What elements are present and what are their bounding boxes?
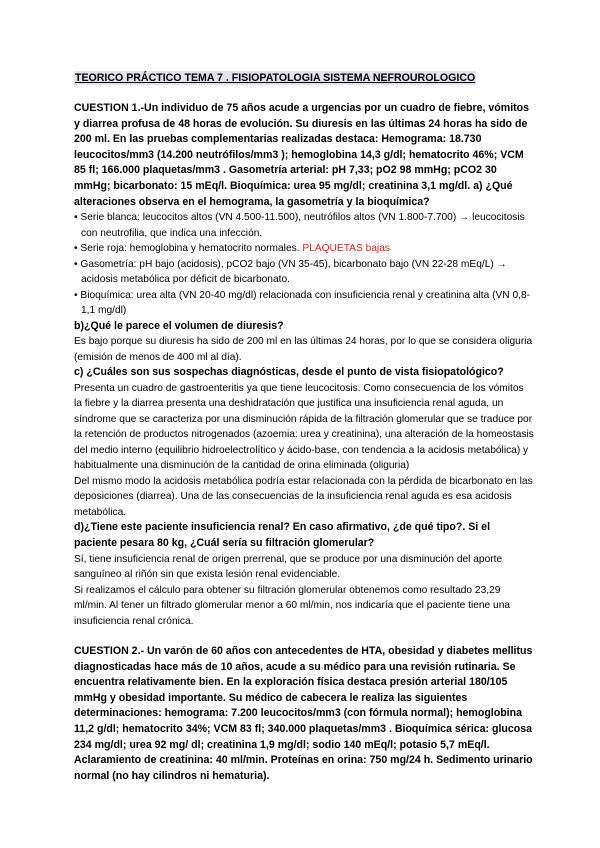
- case1-bullet-biochemistry: • Bioquímica: urea alta (VN 20-40 mg/dl) relacionada con insuficiencia renal y creatinina alta (VN 0,8-1,1 mg/dl): [74, 289, 531, 317]
- case1-question: CUESTION 1.-Un individuo de 75 años acude a urgencias por un cuadro de fiebre, vómitos y diarrea profusa de 48 horas de evolución. Su diuresis en las últimas 24 horas ha sido de 200 ml. En las pruebas complementarias realizadas destaca: Hemograma: 18.730 leucocitos/mm3 (14.200 neutrófilos/mm3 ); hemoglobina 14,3 g/dl; hematocrito 46%; VCM 85 fl; 166.000 plaquetas/mm3 . Gasometría arterial: pH 7,33; pO2 98 mmHg; pCO2 30 mmHg; bicarbonato: 15 mEq/l. Bioquímica: urea 95 mg/dl; creatinina 3,1 mg/dl. a) ¿Qué alteraciones observa en el hemograma, la gasometría y la bioquímica?: [74, 102, 530, 208]
- case1-bullet-gasometry: • Gasometría: pH bajo (acidosis), pCO2 bajo (VN 35-45), bicarbonato bajo (VN 22-28 mEq/L) → acidosis metabólica por déficit de bicarbonato.: [74, 258, 507, 286]
- case1-bullet-red-series: [74, 241, 534, 257]
- case2-question: CUESTION 2.- Un varón de 60 años con antecedentes de HTA, obesidad y diabetes mellitus diagnosticadas hace más de 10 años, acude a su médico para una revisión rutinaria. Se encuentra relativamente bien. En la exploración física destaca presión arterial 180/105 mmHg y obesidad importante. Su médico de cabecera le realiza las siguientes determinaciones: hemograma: 7.200 leucocitos/mm3 (con fórmula normal); hemoglobina 11,2 g/dl; hematocrito 34%; VCM 83 fl; 340.000 plaquetas/mm3 . Bioquímica sérica: glucosa 234 mg/dl; urea 92 mg/ dl; creatinina 1,9 mg/dl; sodio 140 mEq/l; potasio 5,7 mEq/l. Aclaramiento de creatinina: 40 ml/min. Proteínas en orina: 750 mg/24 h. Sedimento urinario normal (no hay cilindros ni hematuria).: [74, 645, 533, 782]
- case1-question-c: c) ¿Cuáles son sus sospechas diagnósticas, desde el punto de vista fisiopatológico?: [74, 366, 504, 379]
- case1-question-b: b)¿Qué le parece el volumen de diuresis?: [74, 319, 284, 332]
- spacer: [74, 86, 534, 101]
- case1-answer-d1: Sí, tiene insuficiencia renal de origen prerrenal, que se produce por una disminución del aporte sanguíneo al riñón sin que exista lesión renal evidenciable.: [74, 553, 503, 581]
- platelets-low-highlight: PLAQUETAS bajas: [302, 243, 390, 255]
- document-page: [74, 68, 534, 784]
- case1-question-d: d)¿Tiene este paciente insuficiencia renal? En caso afirmativo, ¿de qué tipo?. Si el paciente pesara 80 kg, ¿Cuál sería su filtración glomerular?: [74, 521, 491, 549]
- bullet-text: • Serie roja: hemoglobina y hematocrito normales.: [74, 243, 303, 255]
- case1-bullet-white-series: • Serie blanca: leucocitos altos (VN 4.500-11.500), neutrófilos altos (VN 1.800-7.700) → leucocitosis con neutrofilia, que indica una infección.: [74, 212, 525, 239]
- case1-answer-d2: Si realizamos el cálculo para obtener su filtración glomerular obtenemos como resultado 23,29 ml/min. Al tener un filtrado glomerular menor a 60 ml/min, nos indicaría que el paciente tiene una insuficiencia renal crónica.: [74, 584, 511, 627]
- document-title: TEORICO PRÁCTICO TEMA 7 . FISIOPATOLOGIA SISTEMA NEFROUROLOGICO: [75, 72, 476, 84]
- case1-answer-c1: Presenta un cuadro de gastroenteritis ya que tiene leucocitosis. Como consecuencia de los vómitos la fiebre y la diarrea presenta una deshidratación que justifica una insuficiencia renal aguda, un síndrome que se caracteriza por una disminución rápida de la filtración glomerular que se traduce por la retención de productos nitrogenados (azoemia: urea y creatinina), una alteración de la homeostasis del medio interno (equilibrio hidroelectrolítico y ácido-base, con tendencia a la acidosis metabólica) y habitualmente una disminución de la cantidad de orina eliminada (oliguria): [74, 382, 534, 472]
- case1-answer-c2: Del mismo modo la acidosis metabólica podría estar relacionada con la pérdida de bicarbonato en las deposiciones (diarrea). Una de las consecuencias de la insuficiencia renal aguda es esa acidosis metabólica.: [74, 475, 533, 518]
- case1-answer-b: Es bajo porque su diuresis ha sido de 200 ml en las últimas 24 horas, por lo que se considera oliguria (emisión de menos de 400 ml al día).: [74, 336, 533, 363]
- spacer: [74, 629, 534, 644]
